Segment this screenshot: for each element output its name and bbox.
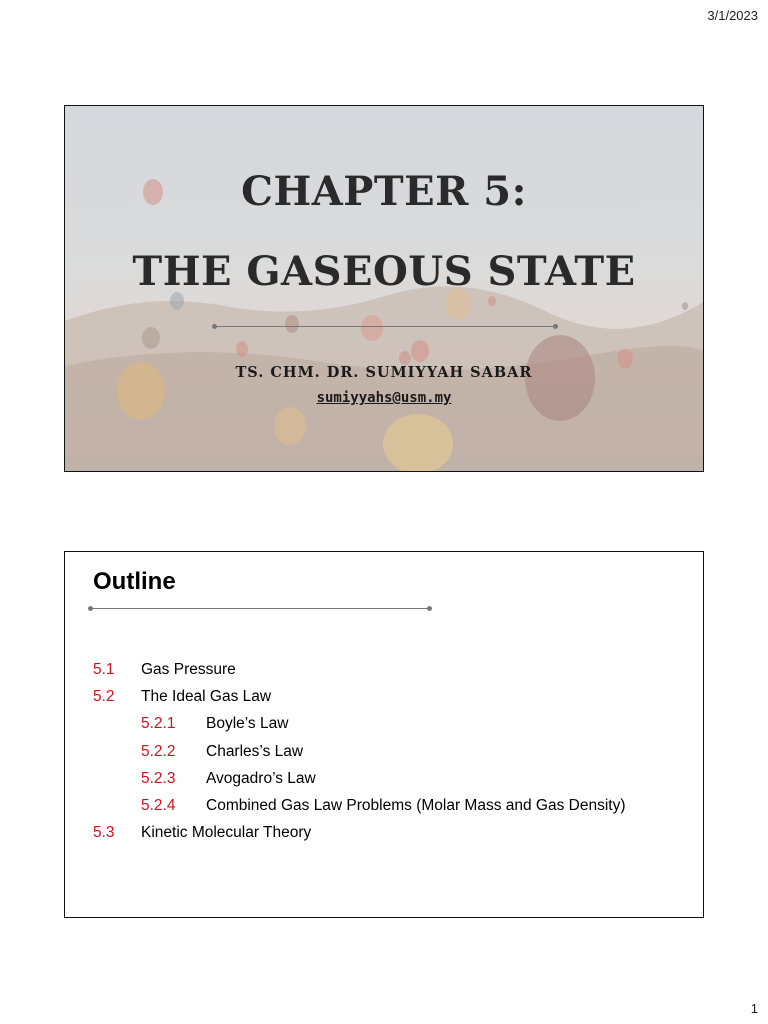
section-title: Kinetic Molecular Theory — [141, 824, 312, 842]
outline-divider — [91, 608, 429, 609]
outline-item — [93, 738, 693, 765]
section-number: 5.2.1 — [141, 715, 176, 733]
section-title: The Ideal Gas Law — [141, 687, 272, 705]
section-title: Avogadro’s Law — [206, 769, 316, 787]
section-number: 5.2.3 — [141, 769, 176, 787]
outline-heading: Outline — [93, 568, 176, 595]
section-title: Gas Pressure — [141, 660, 236, 678]
section-number: 5.2.4 — [141, 797, 176, 815]
outline-item — [93, 765, 693, 792]
section-title: Charles’s Law — [206, 742, 304, 760]
outline-item — [93, 683, 693, 710]
page-date: 3/1/2023 — [707, 8, 758, 23]
author-name: TS. CHM. DR. SUMIYYAH SABAR — [235, 364, 533, 381]
section-number: 5.1 — [93, 660, 115, 678]
outline-list — [93, 656, 693, 847]
title-divider — [215, 326, 555, 327]
title-slide — [64, 105, 704, 472]
section-number: 5.2.2 — [141, 742, 176, 760]
chapter-title: CHAPTER 5: — [241, 168, 527, 215]
outline-item — [93, 792, 693, 819]
outline-slide — [64, 551, 704, 918]
section-title: Boyle’s Law — [206, 715, 289, 733]
section-title: Combined Gas Law Problems (Molar Mass and Gas Density) — [206, 797, 626, 815]
outline-item — [93, 656, 693, 683]
page-number: 1 — [750, 1001, 758, 1016]
section-number: 5.2 — [93, 687, 115, 705]
section-number: 5.3 — [93, 824, 115, 842]
author-email-link[interactable]: sumiyyahs@usm.my — [316, 390, 452, 406]
chapter-subtitle: THE GASEOUS STATE — [132, 248, 636, 295]
outline-item — [93, 820, 693, 847]
outline-item — [93, 711, 693, 738]
